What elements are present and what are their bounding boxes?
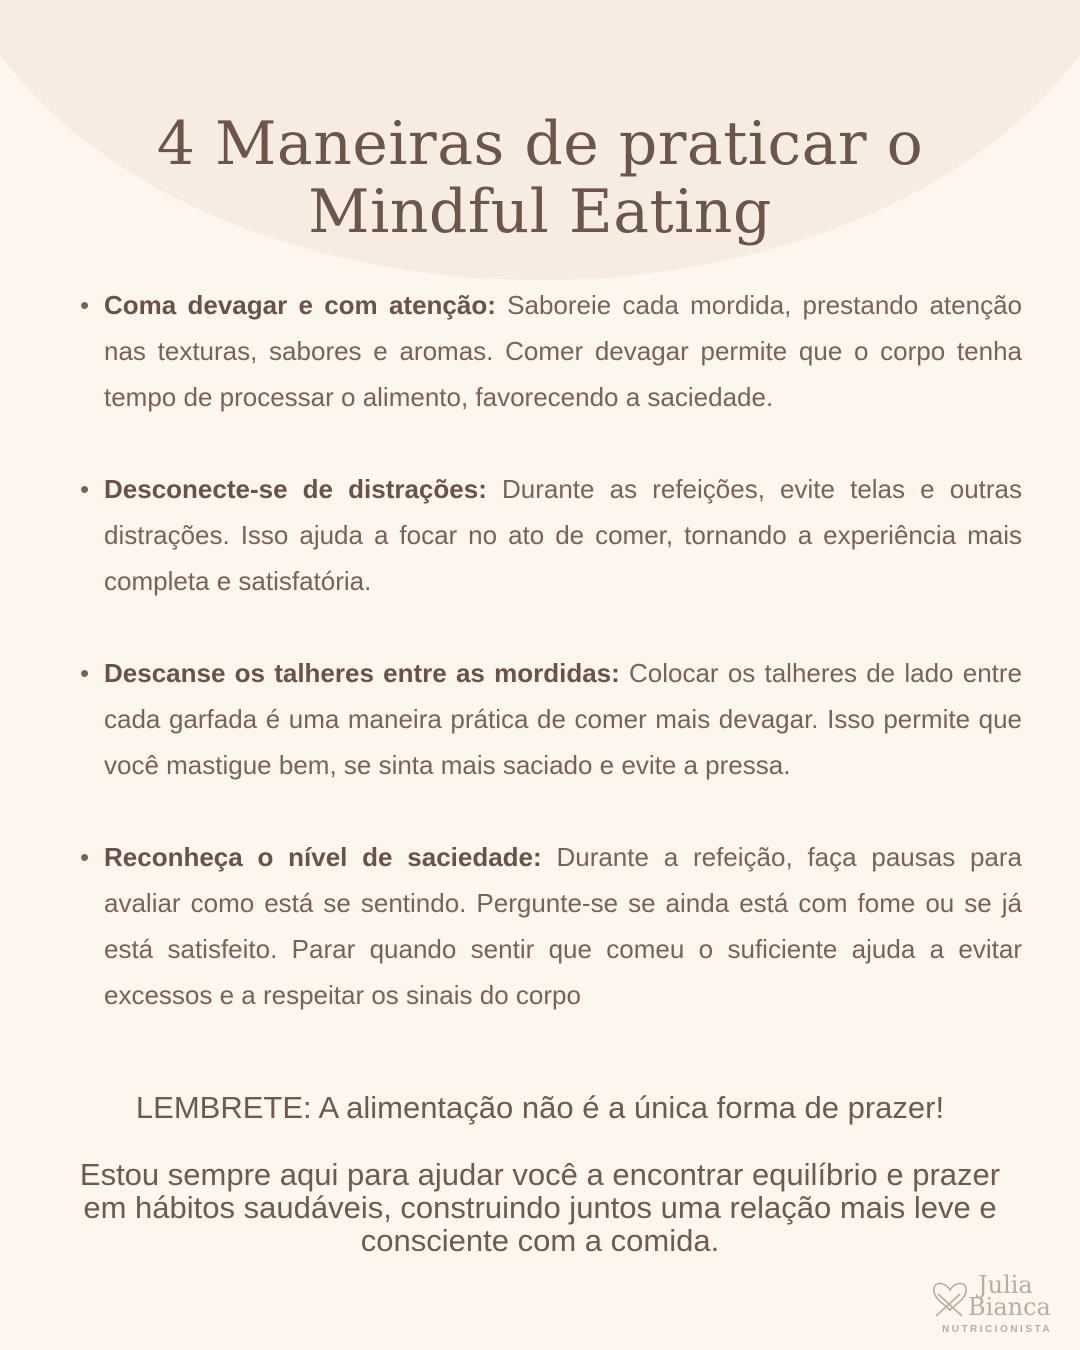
- tip-heading: Reconheça o nível de saciedade:: [104, 842, 542, 872]
- title-line-2: Mindful Eating: [308, 177, 772, 248]
- bullet-icon: •: [80, 658, 90, 688]
- heart-cutlery-icon: [930, 1278, 970, 1320]
- title-line-1: 4 Maneiras de praticar o: [156, 109, 924, 180]
- bullet-icon: •: [80, 474, 90, 504]
- tip-item: [80, 834, 1022, 1018]
- tip-item: [80, 466, 1022, 604]
- logo-name-first: Julia: [978, 1271, 1033, 1299]
- tip-text: Durante a refeição, faça pausas para avaliar como está se sentindo. Pergunte-se se ainda está com fome ou se já está satisfeito. Parar quando sentir que comeu o suficiente ajuda a evitar excessos e a respeitar os sinais do corpo: [104, 842, 1023, 1010]
- tip-text: Colocar os talheres de lado entre cada garfada é uma maneira prática de comer mais devagar. Isso permite que você mastigue bem, se sinta mais saciado e evite a pressa.: [104, 658, 1023, 780]
- tip-text: Durante as refeições, evite telas e outras distrações. Isso ajuda a focar no ato de comer, tornando a experiência mais completa e satisfatória.: [104, 474, 1022, 596]
- tip-item: [80, 650, 1022, 788]
- reminder-text: LEMBRETE: A alimentação não é a única forma de prazer!: [135, 1090, 945, 1125]
- tip-text: Saboreie cada mordida, prestando atenção nas texturas, sabores e aromas. Comer devagar permite que o corpo tenha tempo de processar o alimento, favorecendo a saciedade.: [104, 290, 1022, 412]
- bullet-icon: •: [80, 842, 90, 872]
- tip-heading: Coma devagar e com atenção:: [104, 290, 496, 320]
- logo-name-last: Bianca: [968, 1293, 1051, 1321]
- tip-heading: Desconecte-se de distrações:: [104, 474, 487, 504]
- closing-text: Estou sempre aqui para ajudar você a encontrar equilíbrio e prazer em hábitos saudáveis, construindo juntos uma relação mais leve e consciente com a comida.: [79, 1157, 1001, 1258]
- logo-role: NUTRICIONISTA: [942, 1324, 1053, 1335]
- tip-heading: Descanse os talheres entre as mordidas:: [104, 658, 620, 688]
- brand-logo: [930, 1272, 1060, 1342]
- tip-item: [80, 282, 1022, 420]
- tips-list: [80, 282, 1022, 1064]
- page-title: [0, 110, 1080, 246]
- bullet-icon: •: [80, 290, 90, 320]
